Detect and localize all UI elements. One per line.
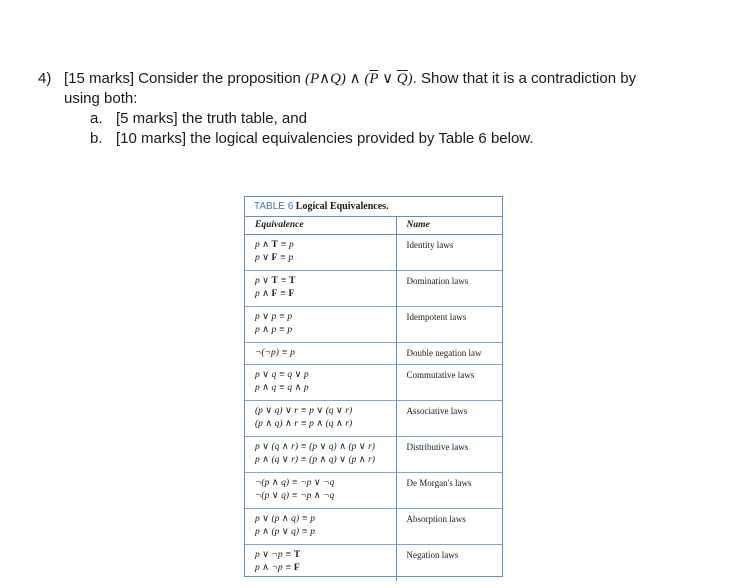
law-name: Identity laws xyxy=(406,240,454,250)
header-equivalence: Equivalence xyxy=(245,217,396,235)
equivalence-cell xyxy=(245,343,396,365)
law-name-cell xyxy=(396,343,502,365)
q-bar: $\overline{Q}$ xyxy=(396,71,408,87)
equivalence-line: p ∨ (p ∧ q) ≡ p xyxy=(255,514,315,524)
equivalence-line: (p ∧ q) ∧ r ≡ p ∧ (q ∧ r) xyxy=(255,419,353,429)
table-row xyxy=(245,307,502,343)
law-name-cell xyxy=(396,473,502,509)
law-name: Commutative laws xyxy=(406,370,475,380)
table-header-row xyxy=(245,217,502,235)
equivalence-line: p ∧ (q ∨ r) ≡ (p ∧ q) ∨ (p ∧ r) xyxy=(255,455,375,465)
law-name: Idempotent laws xyxy=(406,312,467,322)
equivalence-line: p ∨ q ≡ q ∨ p xyxy=(255,370,309,380)
law-name: De Morgan's laws xyxy=(406,478,472,488)
law-name-cell xyxy=(396,401,502,437)
table-row xyxy=(245,401,502,437)
equivalence-line: p ∨ T ≡ T xyxy=(255,276,296,286)
question-part-a xyxy=(38,109,718,129)
part-text: [10 marks] the logical equivalencies provided by Table 6 below. xyxy=(116,130,534,147)
equivalence-line: p ∧ F ≡ F xyxy=(255,289,295,299)
law-name: Double negation law xyxy=(406,348,482,358)
table-row xyxy=(245,545,502,581)
equivalence-line: p ∨ p ≡ p xyxy=(255,312,293,322)
question-number: 4) xyxy=(38,70,52,87)
table-row xyxy=(245,343,502,365)
equivalence-line: p ∧ T ≡ p xyxy=(255,240,294,250)
equivalence-line: ¬(p ∧ q) ≡ ¬p ∨ ¬q xyxy=(255,478,335,488)
equivalence-line: (p ∨ q) ∨ r ≡ p ∨ (q ∨ r) xyxy=(255,406,353,416)
question-block xyxy=(38,69,718,149)
law-name-cell xyxy=(396,235,502,271)
question-intro-text: [15 marks] Consider the proposition xyxy=(64,70,305,87)
equivalence-line: p ∨ F ≡ p xyxy=(255,253,294,263)
law-name: Distributive laws xyxy=(406,442,469,452)
equivalence-line: ¬(p ∨ q) ≡ ¬p ∧ ¬q xyxy=(255,491,335,501)
equivalence-line: p ∨ (q ∧ r) ≡ (p ∨ q) ∧ (p ∨ r) xyxy=(255,442,375,452)
proposition-expression xyxy=(305,71,413,87)
expr-close: ) xyxy=(407,71,413,87)
law-name-cell xyxy=(396,365,502,401)
law-name-cell xyxy=(396,545,502,581)
question-continuation: using both: xyxy=(64,90,138,107)
law-name: Absorption laws xyxy=(406,514,466,524)
law-name: Associative laws xyxy=(406,406,468,416)
equivalence-cell xyxy=(245,401,396,437)
table-row xyxy=(245,235,502,271)
table-label: TABLE 6 xyxy=(254,201,294,212)
equivalence-cell xyxy=(245,437,396,473)
expr-left: (P∧Q) ∧ ( xyxy=(304,71,370,87)
equivalence-cell xyxy=(245,509,396,545)
logical-equivalences-table xyxy=(244,196,503,577)
part-text: [5 marks] the truth table, and xyxy=(116,110,307,127)
table-row xyxy=(245,473,502,509)
table-row xyxy=(245,437,502,473)
law-name-cell xyxy=(396,307,502,343)
question-line xyxy=(38,69,718,89)
equivalence-line: p ∧ q ≡ q ∧ p xyxy=(255,383,309,393)
equivalence-line: p ∧ (p ∨ q) ≡ p xyxy=(255,527,315,537)
table-row xyxy=(245,365,502,401)
law-name: Negation laws xyxy=(406,550,459,560)
question-intro xyxy=(64,69,718,89)
part-label: a. xyxy=(90,110,103,127)
equivalence-cell xyxy=(245,365,396,401)
table-body xyxy=(245,235,502,581)
equivalence-line: p ∧ p ≡ p xyxy=(255,325,293,335)
equivalences-grid xyxy=(245,217,502,581)
part-label: b. xyxy=(90,130,103,147)
equivalence-cell xyxy=(245,307,396,343)
question-intro-end: . Show that it is a contradiction by xyxy=(412,70,637,87)
table-row xyxy=(245,271,502,307)
table-row xyxy=(245,509,502,545)
equivalence-line: p ∨ ¬p ≡ T xyxy=(255,550,301,560)
equivalence-line: ¬(¬p) ≡ p xyxy=(255,348,295,358)
table-title: Logical Equivalences. xyxy=(295,201,389,212)
equivalence-cell xyxy=(245,235,396,271)
header-name: Name xyxy=(396,217,502,235)
law-name-cell xyxy=(396,437,502,473)
expr-or: ∨ xyxy=(378,71,397,87)
equivalence-cell xyxy=(245,271,396,307)
law-name: Domination laws xyxy=(406,276,469,286)
law-name-cell xyxy=(396,509,502,545)
question-part-b xyxy=(38,129,718,149)
equivalence-line: p ∧ ¬p ≡ F xyxy=(255,563,300,573)
law-name-cell xyxy=(396,271,502,307)
table-caption xyxy=(245,197,502,217)
equivalence-cell xyxy=(245,545,396,581)
equivalence-cell xyxy=(245,473,396,509)
p-bar: $\overline{P}$ xyxy=(369,71,379,87)
